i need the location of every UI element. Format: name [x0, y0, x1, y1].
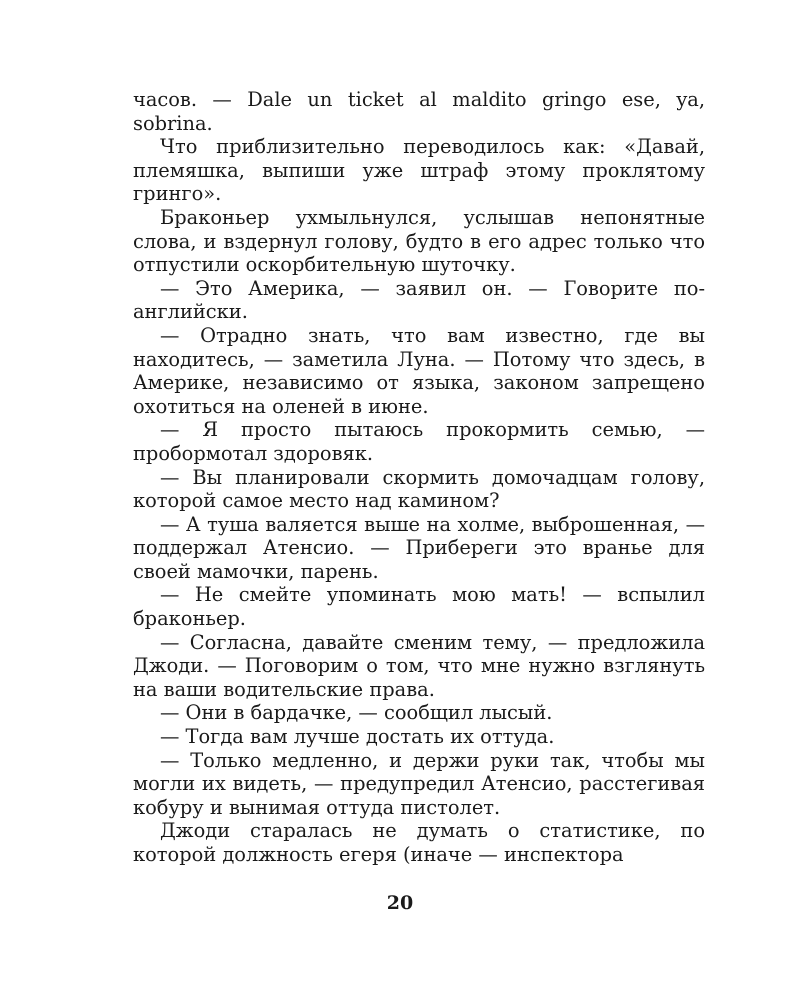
paragraph: — А туша валяется выше на холме, выброшенная, — поддержал Атенсио. — Прибереги это вранье для своей мамочки, парень.	[133, 512, 705, 583]
paragraph: — Тогда вам лучше достать их оттуда.	[160, 725, 555, 749]
paragraph: — Не смейте упоминать мою мать! — вспылил браконьер.	[133, 583, 705, 631]
paragraph: — Вы планировали скормить домочадцам голову, которой самое место над камином?	[133, 465, 705, 513]
paragraph: — Согласна, давайте сменим тему, — предложила Джоди. — Поговорим о том, что мне нужно взглянуть на ваши водительские права.	[133, 630, 705, 701]
paragraph: Браконьер ухмыльнулся, услышав непонятные слова, и вздернул голову, будто в его адрес только что отпустили оскорбительную шуточку.	[133, 205, 705, 277]
page-text	[133, 88, 705, 867]
paragraph: часов. — Dale un ticket al maldito gringo ese, ya, sobrina.	[133, 88, 705, 135]
paragraph: — Они в бардачке, — сообщил лысый.	[160, 701, 553, 725]
paragraph: — Я просто пытаюсь прокормить семью, — пробормотал здоровяк.	[133, 418, 705, 465]
paragraph: Джоди старалась не думать о статистике, по которой должность егеря (иначе — инспектора	[133, 819, 705, 866]
paragraph: — Это Америка, — заявил он. — Говорите по-английски.	[133, 276, 705, 324]
page-number: 20	[386, 892, 414, 914]
paragraph: Что приблизительно переводилось как: «Давай, племяшка, выпиши уже штраф этому проклятому гринго».	[133, 135, 705, 206]
paragraph: — Отрадно знать, что вам известно, где вы находитесь, — заметила Луна. — Потому что здесь, в Америке, независимо от языка, законом запрещено охотиться на оленей в июне.	[133, 323, 705, 418]
paragraph: — Только медленно, и держи руки так, чтобы мы могли их видеть, — предупредил Атенсио, расстегивая кобуру и вынимая оттуда пистолет.	[133, 748, 705, 819]
